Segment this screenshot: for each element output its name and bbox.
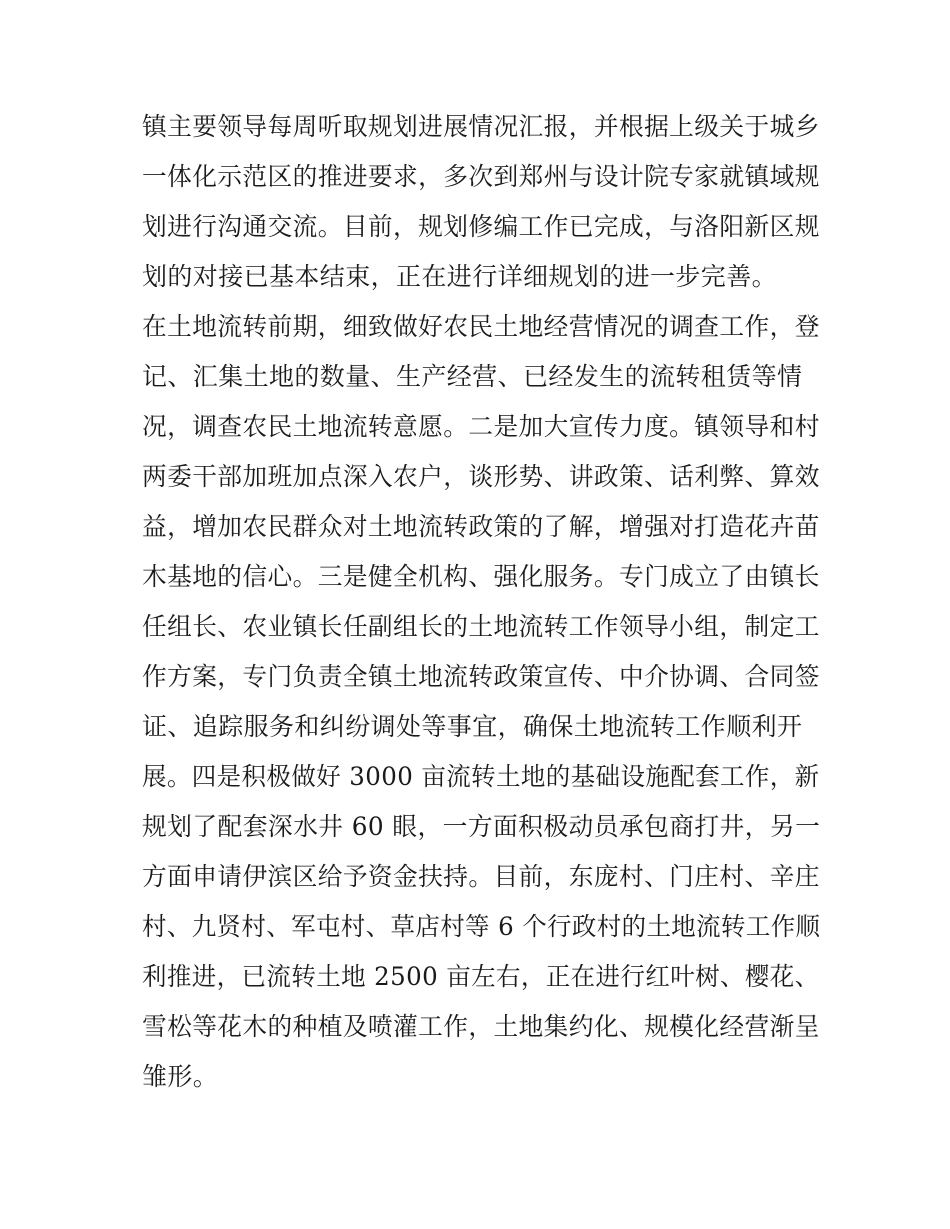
text-line: 利推进，已流转土地 2500 亩左右，正在进行红叶树、樱花、 (142, 962, 820, 991)
text-line: 村、九贤村、军屯村、草店村等 6 个行政村的土地流转工作顺 (142, 912, 821, 941)
text-line: 方面申请伊滨区给予资金扶持。目前，东庞村、门庄村、辛庄 (142, 862, 820, 891)
text-line: 证、追踪服务和纠纷调处等事宜，确保土地流转工作顺利开 (142, 712, 803, 741)
text-line: 在土地流转前期，细致做好农民土地经营情况的调查工作，登 (142, 312, 820, 341)
text-line: 作方案，专门负责全镇土地流转政策宣传、中介协调、合同签 (142, 662, 820, 691)
text-line: 规划了配套深水井 60 眼，一方面积极动员承包商打井，另一 (142, 812, 821, 841)
text-line: 况，调查农民土地流转意愿。二是加大宣传力度。镇领导和村 (142, 412, 820, 441)
text-line: 任组长、农业镇长任副组长的土地流转工作领导小组，制定工 (142, 612, 820, 641)
text-line: 记、汇集土地的数量、生产经营、已经发生的流转租赁等情 (142, 362, 803, 391)
text-line: 展。四是积极做好 3000 亩流转土地的基础设施配套工作，新 (142, 762, 820, 791)
text-line: 划的对接已基本结束，正在进行详细规划的进一步完善。 (142, 262, 778, 291)
text-line: 两委干部加班加点深入农户，谈形势、讲政策、话利弊、算效 (142, 462, 820, 491)
text-line: 雪松等花木的种植及喷灌工作，土地集约化、规模化经营渐呈 (142, 1012, 820, 1041)
text-line: 一体化示范区的推进要求，多次到郑州与设计院专家就镇域规 (142, 162, 820, 191)
text-line: 木基地的信心。三是健全机构、强化服务。专门成立了由镇长 (142, 562, 820, 591)
text-line: 雏形。 (142, 1062, 219, 1091)
text-line: 划进行沟通交流。目前，规划修编工作已完成，与洛阳新区规 (142, 212, 820, 241)
text-line: 益，增加农民群众对土地流转政策的了解，增强对打造花卉苗 (142, 512, 820, 541)
text-line: 镇主要领导每周听取规划进展情况汇报，并根据上级关于城乡 (142, 112, 820, 141)
